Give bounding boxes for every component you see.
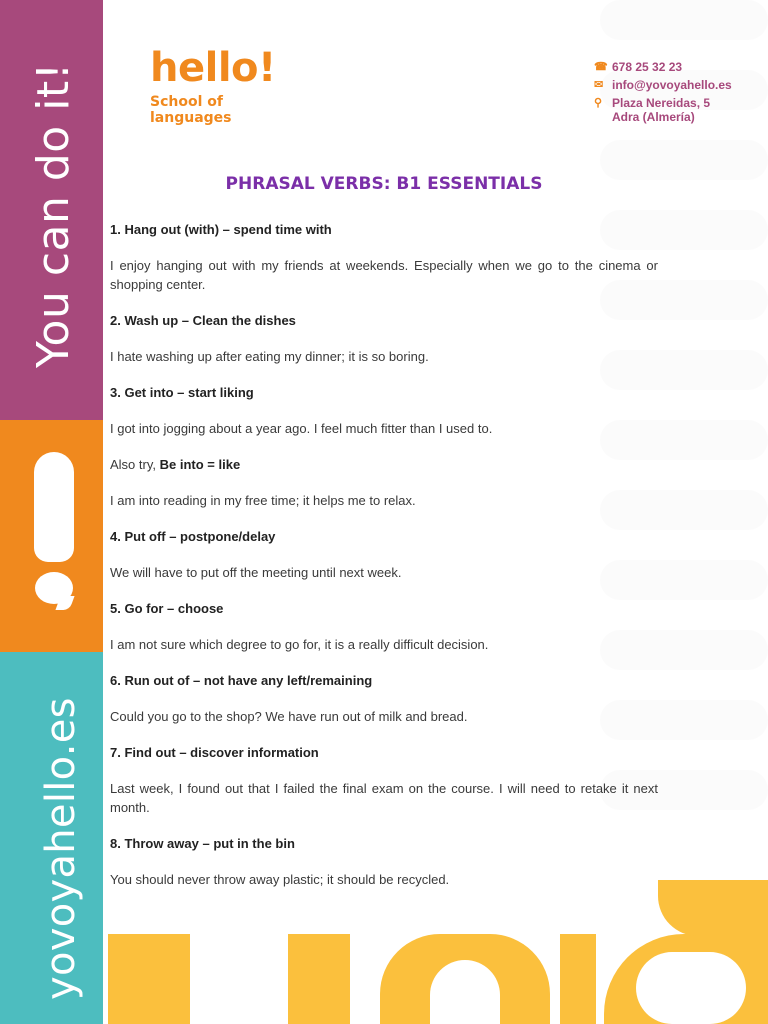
footer-letter-h-right <box>288 934 350 1024</box>
also-try-example: I am into reading in my free time; it helps me to relax. <box>110 493 416 508</box>
contact-phone[interactable]: 678 25 32 23 <box>612 60 683 74</box>
footer-letter-h-left <box>108 934 190 1024</box>
address-line2: Adra (Almería) <box>612 110 695 124</box>
document-body <box>110 220 658 906</box>
section-example: I got into jogging about a year ago. I feel much fitter than I used to. <box>110 421 493 436</box>
logo <box>150 45 276 126</box>
contact-email[interactable]: info@yovoyahello.es <box>612 78 732 92</box>
email-icon: ✉ <box>594 79 604 91</box>
exclamation-icon <box>34 452 74 562</box>
section-heading: 2. Wash up – Clean the dishes <box>110 313 296 328</box>
logo-subtitle-line2: languages <box>150 110 232 126</box>
logo-subtitle-line1: School of <box>150 94 223 110</box>
section-example: I hate washing up after eating my dinner; it is so boring. <box>110 349 429 364</box>
contact-address <box>612 96 710 124</box>
also-try-prefix: Also try, <box>110 457 156 472</box>
section-heading: 4. Put off – postpone/delay <box>110 529 276 544</box>
footer-letter-o-counter <box>636 952 746 1024</box>
contact-email-row <box>594 78 732 93</box>
motto-text: You can do it! <box>28 62 79 368</box>
also-try-term: Be into = like <box>159 457 241 472</box>
section-heading: 8. Throw away – put in the bin <box>110 836 295 851</box>
section-example: I am not sure which degree to go for, it is a really difficult decision. <box>110 637 489 652</box>
section-heading: 7. Find out – discover information <box>110 745 319 760</box>
location-icon: ⚲ <box>594 97 603 109</box>
footer-letter-top <box>658 880 768 936</box>
section-heading: 3. Get into – start liking <box>110 385 254 400</box>
section-heading: 6. Run out of – not have any left/remaining <box>110 673 373 688</box>
footer-letter-l <box>560 934 596 1024</box>
contact-info <box>594 60 732 127</box>
section-example: Last week, I found out that I failed the final exam on the course. I will need to retake it next month. <box>110 781 658 815</box>
logo-word: hello! <box>150 45 276 91</box>
section-example: You should never throw away plastic; it should be recycled. <box>110 872 450 887</box>
contact-phone-row <box>594 60 732 75</box>
phone-icon: ☎ <box>594 61 608 73</box>
section-example: We will have to put off the meeting until next week. <box>110 565 402 580</box>
also-try-line <box>110 455 658 474</box>
section-example: Could you go to the shop? We have run out of milk and bread. <box>110 709 468 724</box>
section-heading: 5. Go for – choose <box>110 601 224 616</box>
address-line1: Plaza Nereidas, 5 <box>612 96 711 110</box>
footer-letter-e-counter <box>430 960 500 1024</box>
contact-address-row <box>594 96 732 124</box>
website-text: yovoyahello.es <box>38 697 84 1000</box>
section-heading: 1. Hang out (with) – spend time with <box>110 222 332 237</box>
section-example: I enjoy hanging out with my friends at weekends. Especially when we go to the cinema or shopping center. <box>110 258 658 292</box>
page-title: PHRASAL VERBS: B1 ESSENTIALS <box>225 174 543 194</box>
